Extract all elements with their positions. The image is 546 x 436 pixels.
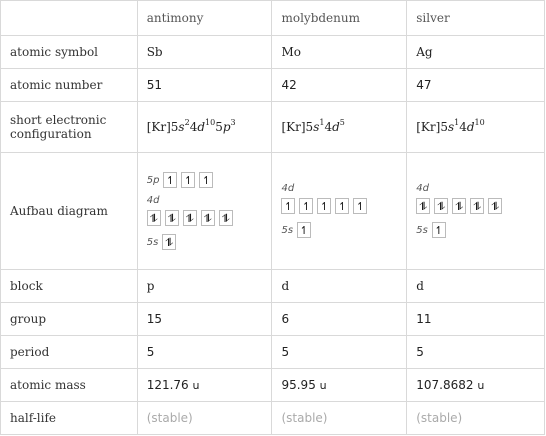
row-label-line1: short electronic (10, 113, 107, 127)
orbital-label: 5s (146, 236, 159, 248)
config-d: 4d (324, 120, 340, 134)
row-label (1, 102, 138, 153)
row-block (1, 270, 545, 303)
cell-block-silver: d (407, 270, 545, 303)
cell-block-molybdenum: d (272, 270, 407, 303)
cell-mass-silver (407, 369, 545, 402)
orbital-5p (147, 170, 272, 190)
config-s-exp: 1 (454, 118, 460, 127)
orbital-label: 5p (146, 174, 160, 186)
cell-period-silver: 5 (407, 336, 545, 369)
row-label-line2: configuration (10, 127, 92, 141)
row-aufbau-diagram (1, 153, 545, 270)
row-label: half-life (1, 402, 138, 435)
orbital-4d (416, 196, 544, 216)
orbital-box: ⥮ (165, 210, 179, 226)
config-d: 4d (459, 120, 475, 134)
orbital-4d (281, 196, 406, 216)
cell-symbol-antimony: Sb (137, 36, 272, 69)
orbital-box: ↿ (199, 172, 213, 188)
column-header-antimony: antimony (137, 1, 272, 36)
cell-halflife-antimony: (stable) (137, 402, 272, 435)
orbital-5s (147, 232, 272, 252)
orbital-box: ⥮ (434, 198, 448, 214)
row-electronic-configuration (1, 102, 545, 153)
cell-mass-antimony (137, 369, 272, 402)
orbital-label: 4d (281, 183, 295, 194)
mass-unit: u (319, 379, 327, 392)
orbital-box: ↿ (353, 198, 367, 214)
config-s-exp: 2 (184, 118, 190, 127)
orbital-5s (416, 220, 544, 240)
corner-cell (1, 1, 138, 36)
cell-number-antimony: 51 (137, 69, 272, 102)
cell-block-antimony: p (137, 270, 272, 303)
orbital-box: ⥮ (488, 198, 502, 214)
cell-number-molybdenum: 42 (272, 69, 407, 102)
config-s: 5s (440, 120, 455, 134)
cell-number-silver: 47 (407, 69, 545, 102)
cell-halflife-molybdenum: (stable) (272, 402, 407, 435)
config-core: [Kr] (146, 120, 171, 134)
row-label: atomic number (1, 69, 138, 102)
orbital-5s (281, 220, 406, 240)
config-s: 5s (170, 120, 185, 134)
config-d-exp: 10 (205, 118, 216, 127)
orbital-box: ↿ (281, 198, 295, 214)
orbital-label: 4d (416, 183, 429, 194)
mass-value: 95.95 (281, 378, 316, 392)
row-label: group (1, 303, 138, 336)
cell-aufbau-molybdenum (272, 153, 407, 270)
row-atomic-symbol (1, 36, 545, 69)
mass-unit: u (192, 379, 200, 392)
config-d-exp: 5 (339, 118, 345, 127)
row-label: atomic symbol (1, 36, 138, 69)
orbital-box: ⥮ (470, 198, 484, 214)
row-label: atomic mass (1, 369, 138, 402)
orbital-box: ↿ (432, 222, 446, 238)
cell-halflife-silver: (stable) (407, 402, 545, 435)
orbital-box: ⥮ (183, 210, 197, 226)
row-half-life (1, 402, 545, 435)
row-atomic-mass (1, 369, 545, 402)
orbital-box: ↿ (297, 222, 311, 238)
orbital-label: 5s (281, 224, 294, 236)
orbital-box: ↿ (335, 198, 349, 214)
orbital-box: ⥮ (416, 198, 430, 214)
column-header-molybdenum: molybdenum (272, 1, 407, 36)
cell-symbol-silver: Ag (407, 36, 545, 69)
cell-symbol-molybdenum: Mo (272, 36, 407, 69)
config-s-exp: 1 (319, 118, 325, 127)
mass-value: 121.76 (146, 378, 189, 392)
orbital-box: ↿ (317, 198, 331, 214)
config-p: 5p (215, 120, 231, 134)
cell-group-antimony: 15 (137, 303, 272, 336)
config-core: [Kr] (281, 120, 306, 134)
orbital-label: 4d (146, 195, 160, 206)
cell-group-silver: 11 (407, 303, 545, 336)
header-row (1, 1, 545, 36)
cell-aufbau-antimony (137, 153, 272, 270)
orbital-box: ⥮ (219, 210, 233, 226)
orbital-box: ⥮ (452, 198, 466, 214)
config-core: [Kr] (416, 120, 441, 134)
orbital-box: ↿ (163, 172, 177, 188)
orbital-label: 5s (416, 224, 428, 236)
orbital-box: ⥮ (201, 210, 215, 226)
cell-aufbau-silver (407, 153, 545, 270)
cell-config-silver (407, 102, 545, 153)
cell-config-antimony (137, 102, 272, 153)
cell-config-molybdenum (272, 102, 407, 153)
row-label: Aufbau diagram (1, 153, 138, 270)
config-p-exp: 3 (230, 118, 236, 127)
config-s: 5s (305, 120, 320, 134)
orbital-box: ⥮ (147, 210, 161, 226)
mass-unit: u (477, 379, 485, 392)
cell-period-molybdenum: 5 (272, 336, 407, 369)
config-d: 4d (189, 120, 206, 134)
orbital-box: ⥮ (162, 234, 176, 250)
cell-period-antimony: 5 (137, 336, 272, 369)
cell-mass-molybdenum (272, 369, 407, 402)
row-atomic-number (1, 69, 545, 102)
column-header-silver: silver (407, 1, 545, 36)
orbital-box: ↿ (299, 198, 313, 214)
orbital-4d (147, 208, 272, 228)
row-group (1, 303, 545, 336)
orbital-box: ↿ (181, 172, 195, 188)
config-d-exp: 10 (474, 118, 485, 127)
mass-value: 107.8682 (416, 378, 474, 392)
row-label: block (1, 270, 138, 303)
cell-group-molybdenum: 6 (272, 303, 407, 336)
row-label: period (1, 336, 138, 369)
row-period (1, 336, 545, 369)
